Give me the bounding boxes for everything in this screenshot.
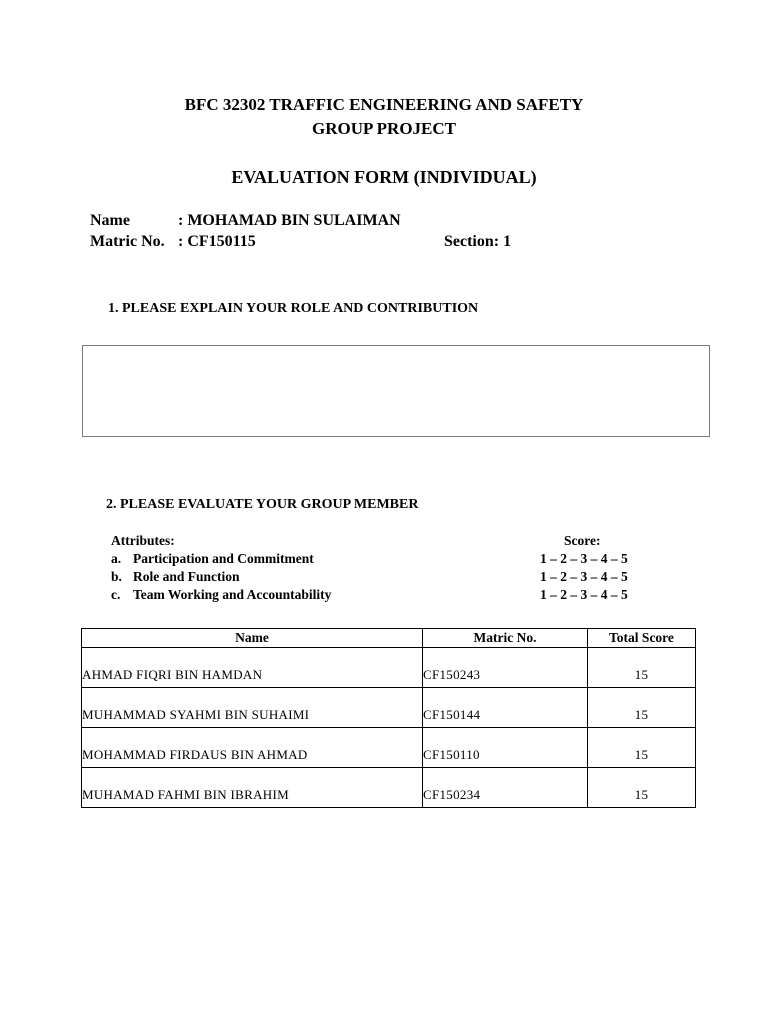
section-value: Section: 1 bbox=[444, 233, 512, 250]
attributes-label: Attributes: bbox=[111, 533, 175, 548]
member-matric: CF150234 bbox=[423, 768, 588, 808]
attribute-label: Team Working and Accountability bbox=[133, 587, 332, 602]
table-header-row bbox=[82, 629, 696, 648]
member-matric: CF150110 bbox=[423, 728, 588, 768]
project-title: GROUP PROJECT bbox=[311, 119, 457, 138]
name-value: : MOHAMAD BIN SULAIMAN bbox=[178, 212, 401, 229]
member-matric: CF150144 bbox=[423, 688, 588, 728]
member-name: AHMAD FIQRI BIN HAMDAN bbox=[82, 648, 423, 688]
attribute-letter: c. bbox=[111, 587, 121, 602]
table-row bbox=[82, 688, 696, 728]
attribute-scale: 1 – 2 – 3 – 4 – 5 bbox=[540, 569, 628, 584]
member-matric: CF150243 bbox=[423, 648, 588, 688]
member-score: 15 bbox=[588, 728, 696, 768]
attribute-scale: 1 – 2 – 3 – 4 – 5 bbox=[540, 551, 628, 566]
attribute-scale: 1 – 2 – 3 – 4 – 5 bbox=[540, 587, 628, 602]
score-label: Score: bbox=[564, 533, 601, 548]
matric-value: : CF150115 bbox=[178, 233, 256, 250]
form-title: EVALUATION FORM (INDIVIDUAL) bbox=[231, 167, 537, 187]
member-name: MOHAMMAD FIRDAUS BIN AHMAD bbox=[82, 728, 423, 768]
matric-label: Matric No. bbox=[90, 233, 165, 250]
member-name: MUHAMMAD SYAHMI BIN SUHAIMI bbox=[82, 688, 423, 728]
attribute-label: Role and Function bbox=[133, 569, 240, 584]
total-score-column-header: Total Score bbox=[588, 629, 696, 648]
attribute-letter: a. bbox=[111, 551, 122, 566]
name-column-header: Name bbox=[82, 629, 423, 648]
role-contribution-answer-box[interactable] bbox=[82, 345, 710, 437]
table-row bbox=[82, 728, 696, 768]
matric-column-header: Matric No. bbox=[423, 629, 588, 648]
member-name: MUHAMAD FAHMI BIN IBRAHIM bbox=[82, 768, 423, 808]
table-row bbox=[82, 768, 696, 808]
table-row bbox=[82, 648, 696, 688]
question-2: 2. PLEASE EVALUATE YOUR GROUP MEMBER bbox=[106, 497, 419, 512]
attribute-letter: b. bbox=[111, 569, 122, 584]
member-score: 15 bbox=[588, 648, 696, 688]
name-label: Name bbox=[90, 212, 130, 229]
attribute-label: Participation and Commitment bbox=[133, 551, 314, 566]
member-score: 15 bbox=[588, 768, 696, 808]
group-member-table bbox=[81, 628, 696, 808]
course-title: BFC 32302 TRAFFIC ENGINEERING AND SAFETY bbox=[184, 95, 584, 114]
member-score: 15 bbox=[588, 688, 696, 728]
question-1: 1. PLEASE EXPLAIN YOUR ROLE AND CONTRIBUTION bbox=[108, 301, 479, 316]
